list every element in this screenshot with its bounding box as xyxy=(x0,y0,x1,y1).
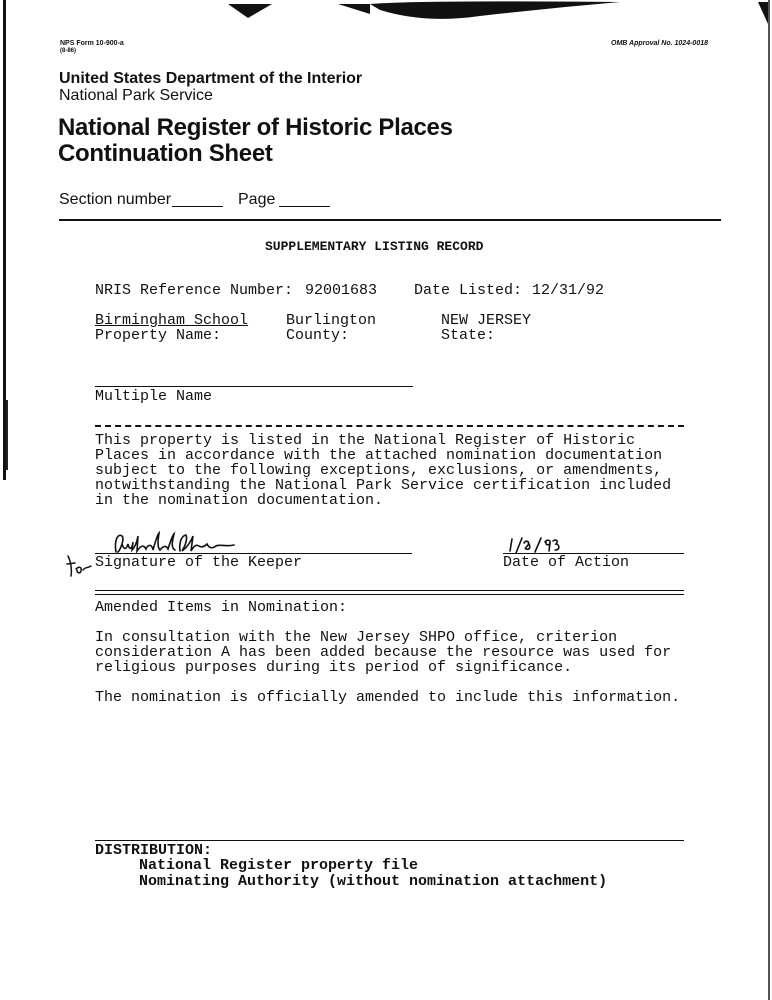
page-blank xyxy=(279,206,330,207)
signature-label: Signature of the Keeper xyxy=(95,554,303,571)
body-line: This property is listed in the National Register of Historic xyxy=(95,432,636,449)
form-number: NPS Form 10-900-a xyxy=(60,40,124,47)
section-number-blank xyxy=(172,206,223,207)
body-line: subject to the following exceptions, exclusions, or amendments, xyxy=(95,462,663,479)
omb-approval: OMB Approval No. 1024-0018 xyxy=(611,40,708,47)
multiple-name-label: Multiple Name xyxy=(95,388,213,405)
body-line: Places in accordance with the attached nomination documentation xyxy=(95,447,663,464)
signature-prefix-mark xyxy=(64,552,94,578)
body-line: notwithstanding the National Park Service certification included xyxy=(95,477,672,494)
date-listed-label: Date Listed: xyxy=(414,282,523,299)
form-date: (8-86) xyxy=(60,48,77,54)
scan-corner-mark xyxy=(758,2,768,24)
header-divider xyxy=(59,219,721,221)
scan-top-artifact xyxy=(220,0,640,26)
state-value: NEW JERSEY xyxy=(441,312,532,329)
date-of-action-label: Date of Action xyxy=(503,554,630,571)
distribution-heading: DISTRIBUTION: xyxy=(95,842,213,859)
amendment-conclusion: The nomination is officially amended to include this information. xyxy=(95,689,681,706)
department-name: United States Department of the Interior xyxy=(59,70,363,87)
agency-name: National Park Service xyxy=(59,87,213,104)
distribution-divider xyxy=(95,840,684,841)
state-label: State: xyxy=(441,327,496,344)
dashed-divider xyxy=(95,425,684,427)
scan-edge-left-mark xyxy=(6,400,8,470)
amendment-line: religious purposes during its period of significance. xyxy=(95,659,573,676)
document-subtitle: Continuation Sheet xyxy=(58,140,273,167)
nris-value: 92001683 xyxy=(305,282,378,299)
property-name-value: Birmingham School xyxy=(95,312,249,329)
nris-label: NRIS Reference Number: xyxy=(95,282,294,299)
amended-heading: Amended Items in Nomination: xyxy=(95,599,348,616)
county-label: County: xyxy=(286,327,350,344)
page-label: Page xyxy=(238,191,276,208)
document-title: National Register of Historic Places xyxy=(58,114,453,141)
scan-edge-right xyxy=(768,0,770,1000)
body-line: in the nomination documentation. xyxy=(95,492,384,509)
section-number-label: Section number xyxy=(59,191,172,208)
double-divider xyxy=(95,590,684,595)
amendment-line: consideration A has been added because the resource was used for xyxy=(95,644,672,661)
distribution-item: National Register property file xyxy=(139,857,419,874)
record-heading: SUPPLEMENTARY LISTING RECORD xyxy=(265,239,484,254)
multiple-name-blank xyxy=(95,386,413,387)
property-name-label: Property Name: xyxy=(95,327,222,344)
date-listed-value: 12/31/92 xyxy=(532,282,605,299)
distribution-item: Nominating Authority (without nomination attachment) xyxy=(139,873,608,890)
date-of-action-handwritten xyxy=(505,535,565,555)
county-value: Burlington xyxy=(286,312,377,329)
amendment-line: In consultation with the New Jersey SHPO office, criterion xyxy=(95,629,618,646)
